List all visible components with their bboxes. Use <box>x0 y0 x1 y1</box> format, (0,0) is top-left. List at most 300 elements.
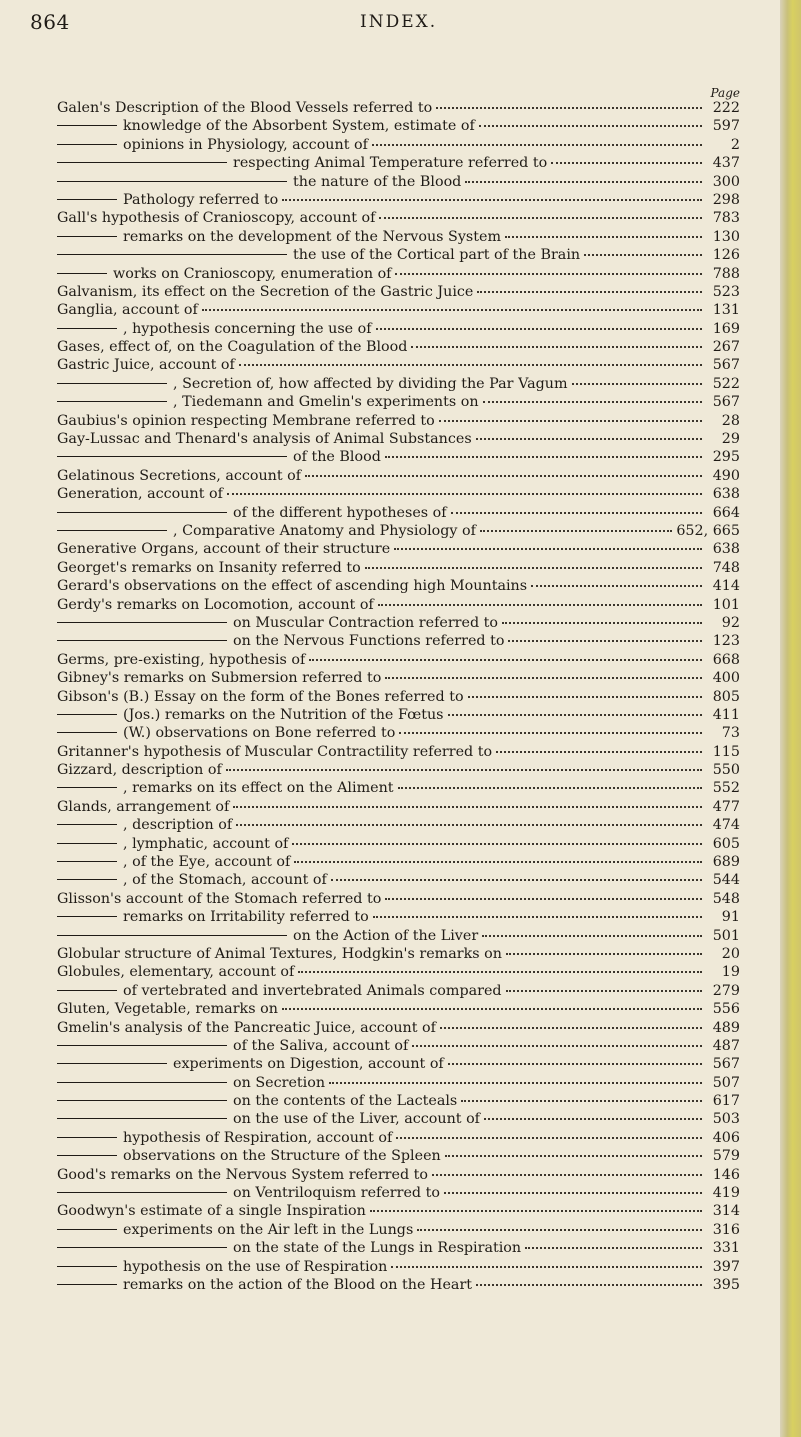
index-entry <box>57 669 740 687</box>
dot-leader <box>432 1174 702 1176</box>
dot-leader <box>305 475 702 477</box>
dot-leader <box>417 1229 702 1231</box>
page-header <box>30 10 750 38</box>
entry-page-number: 314 <box>712 1203 740 1220</box>
dot-leader <box>331 879 702 881</box>
entry-page-number: 638 <box>712 541 740 558</box>
entry-text: of the Saliva, account of <box>233 1037 409 1054</box>
dot-leader <box>468 696 702 698</box>
dot-leader <box>376 328 702 330</box>
dot-leader <box>445 1155 702 1157</box>
entry-page-number: 507 <box>712 1074 740 1091</box>
dot-leader <box>370 1210 702 1212</box>
entry-text: Gibson's (B.) Essay on the form of the Bones referred to <box>57 688 464 705</box>
dot-leader <box>502 622 702 624</box>
dot-leader <box>398 787 702 789</box>
dot-leader <box>444 1192 702 1194</box>
entry-page-number: 548 <box>712 890 740 907</box>
entry-page-number: 605 <box>712 835 740 852</box>
entry-text: , hypothesis concerning the use of <box>123 320 372 337</box>
entry-text: Gastric Juice, account of <box>57 357 235 374</box>
index-entry <box>57 265 740 283</box>
entry-page-number: 788 <box>712 265 740 282</box>
entry-text: Gelatinous Secretions, account of <box>57 467 302 484</box>
dot-leader <box>394 548 702 550</box>
index-entry <box>57 1184 740 1202</box>
entry-text: works on Cranioscopy, enumeration of <box>113 265 392 282</box>
dot-leader <box>233 806 702 808</box>
entry-text: (W.) observations on Bone referred to <box>123 725 396 742</box>
entry-page-number: 544 <box>712 872 740 889</box>
entry-text: Glisson's account of the Stomach referred to <box>57 890 382 907</box>
index-entry <box>57 154 740 172</box>
dot-leader <box>506 953 702 955</box>
index-entry <box>57 927 740 945</box>
index-entry <box>57 1166 740 1184</box>
entry-page-number: 652, 665 <box>676 522 740 539</box>
dot-leader <box>496 751 702 753</box>
dot-leader <box>329 1082 702 1084</box>
index-entry <box>57 191 740 209</box>
entry-text: Gall's hypothesis of Cranioscopy, account of <box>57 210 376 227</box>
index-entry <box>57 1000 740 1018</box>
entry-text: Gmelin's analysis of the Pancreatic Juice, account of <box>57 1019 436 1036</box>
entry-page-number: 130 <box>712 228 740 245</box>
entry-page-number: 19 <box>721 964 740 981</box>
index-entry <box>57 1239 740 1257</box>
ditto-dash <box>57 144 117 145</box>
entry-page-number: 300 <box>712 173 740 190</box>
dot-leader <box>385 677 702 679</box>
dot-leader <box>236 824 702 826</box>
entry-text: Ganglia, account of <box>57 302 198 319</box>
entry-text: Galvanism, its effect on the Secretion of the Gastric Juice <box>57 283 474 300</box>
index-entry <box>57 963 740 981</box>
entry-page-number: 419 <box>712 1185 740 1202</box>
entry-page-number: 29 <box>721 431 740 448</box>
entry-text: , of the Eye, account of <box>123 854 291 871</box>
ditto-dash <box>57 1045 227 1046</box>
ditto-dash <box>57 1082 227 1083</box>
index-entry <box>57 798 740 816</box>
book-binding-edge <box>780 0 801 1437</box>
entry-text: Globular structure of Animal Textures, Hodgkin's remarks on <box>57 945 502 962</box>
entry-text: the nature of the Blood <box>293 173 462 190</box>
index-entries <box>57 99 740 1294</box>
entry-page-number: 414 <box>712 578 740 595</box>
entry-text: Germs, pre-existing, hypothesis of <box>57 651 306 668</box>
dot-leader <box>505 236 702 238</box>
entry-page-number: 2 <box>730 136 740 153</box>
dot-leader <box>379 217 702 219</box>
entry-text: Generation, account of <box>57 486 223 503</box>
dot-leader <box>476 1284 702 1286</box>
index-entry <box>57 1037 740 1055</box>
dot-leader <box>395 273 702 275</box>
dot-leader <box>411 346 702 348</box>
entry-page-number: 397 <box>712 1258 740 1275</box>
entry-text: , Comparative Anatomy and Physiology of <box>173 522 476 539</box>
index-entry <box>57 228 740 246</box>
entry-text: , Secretion of, how affected by dividing the Par Vagum <box>173 375 568 392</box>
ditto-dash <box>57 1192 227 1193</box>
dot-leader <box>480 530 672 532</box>
index-entry <box>57 1202 740 1220</box>
entry-page-number: 92 <box>721 614 740 631</box>
dot-leader <box>309 659 702 661</box>
entry-page-number: 131 <box>712 302 740 319</box>
entry-text: Gay-Lussac and Thenard's analysis of Animal Substances <box>57 431 472 448</box>
entry-page-number: 638 <box>712 486 740 503</box>
ditto-dash <box>57 1247 227 1248</box>
entry-text: , Tiedemann and Gmelin's experiments on <box>173 394 479 411</box>
ditto-dash <box>57 1284 117 1285</box>
entry-page-number: 474 <box>712 817 740 834</box>
entry-page-number: 567 <box>712 1056 740 1073</box>
index-entry <box>57 117 740 135</box>
index-entry <box>57 1276 740 1294</box>
ditto-dash <box>57 512 227 513</box>
entry-page-number: 91 <box>721 909 740 926</box>
index-entry <box>57 209 740 227</box>
dot-leader <box>525 1247 702 1249</box>
entry-text: Gerdy's remarks on Locomotion, account of <box>57 596 374 613</box>
index-entry <box>57 412 740 430</box>
entry-page-number: 489 <box>712 1019 740 1036</box>
entry-text: respecting Animal Temperature referred to <box>233 155 548 172</box>
entry-page-number: 556 <box>712 1001 740 1018</box>
entry-page-number: 664 <box>712 504 740 521</box>
entry-text: the use of the Cortical part of the Brain <box>293 247 581 264</box>
entry-text: Gluten, Vegetable, remarks on <box>57 1001 278 1018</box>
entry-text: Gerard's observations on the effect of ascending high Mountains <box>57 578 528 595</box>
entry-text: , remarks on its effect on the Aliment <box>123 780 394 797</box>
entry-page-number: 689 <box>712 854 740 871</box>
dot-leader <box>226 769 702 771</box>
index-entry <box>57 338 740 356</box>
entry-text: hypothesis of Respiration, account of <box>123 1129 393 1146</box>
index-entry <box>57 1074 740 1092</box>
index-entry <box>57 1019 740 1037</box>
entry-page-number: 668 <box>712 651 740 668</box>
entry-page-number: 267 <box>712 339 740 356</box>
dot-leader <box>572 383 702 385</box>
entry-text: Gritanner's hypothesis of Muscular Contractility referred to <box>57 743 493 760</box>
entry-page-number: 579 <box>712 1148 740 1165</box>
entry-page-number: 503 <box>712 1111 740 1128</box>
dot-leader <box>483 401 702 403</box>
index-entry <box>57 982 740 1000</box>
entry-page-number: 279 <box>712 982 740 999</box>
entry-text: remarks on Irritability referred to <box>123 909 369 926</box>
entry-page-number: 295 <box>712 449 740 466</box>
dot-leader <box>202 309 702 311</box>
ditto-dash <box>57 714 117 715</box>
index-entry <box>57 835 740 853</box>
entry-text: , description of <box>123 817 233 834</box>
index-entry <box>57 283 740 301</box>
entry-text: experiments on Digestion, account of <box>173 1056 444 1073</box>
dot-leader <box>294 861 702 863</box>
dot-leader <box>396 1137 702 1139</box>
index-entry <box>57 430 740 448</box>
entry-text: knowledge of the Absorbent System, estimate of <box>123 118 475 135</box>
index-entry <box>57 485 740 503</box>
ditto-dash <box>57 879 117 880</box>
dot-leader <box>399 732 702 734</box>
dot-leader <box>479 125 702 127</box>
entry-page-number: 395 <box>712 1277 740 1293</box>
ditto-dash <box>57 732 117 733</box>
index-entry <box>57 651 740 669</box>
index-entry <box>57 614 740 632</box>
index-entry <box>57 816 740 834</box>
index-entry <box>57 632 740 650</box>
index-entry <box>57 1110 740 1128</box>
entry-text: opinions in Physiology, account of <box>123 136 368 153</box>
entry-text: Gases, effect of, on the Coagulation of the Blood <box>57 339 408 356</box>
index-entry <box>57 504 740 522</box>
dot-leader <box>477 291 702 293</box>
ditto-dash <box>57 456 287 457</box>
index-entry <box>57 559 740 577</box>
ditto-dash <box>57 622 227 623</box>
dot-leader <box>412 1045 702 1047</box>
entry-page-number: 146 <box>712 1166 740 1183</box>
page-number: 864 <box>30 10 70 34</box>
dot-leader <box>440 1027 702 1029</box>
entry-page-number: 487 <box>712 1037 740 1054</box>
entry-text: on Secretion <box>233 1074 326 1091</box>
entry-page-number: 501 <box>712 927 740 944</box>
dot-leader <box>484 1118 702 1120</box>
dot-leader <box>584 254 702 256</box>
dot-leader <box>292 843 702 845</box>
ditto-dash <box>57 401 167 402</box>
entry-text: observations on the Structure of the Spleen <box>123 1148 441 1165</box>
ditto-dash <box>57 990 117 991</box>
index-entry <box>57 136 740 154</box>
ditto-dash <box>57 273 107 274</box>
entry-page-number: 550 <box>712 762 740 779</box>
dot-leader <box>365 567 702 569</box>
entry-text: on Muscular Contraction referred to <box>233 614 499 631</box>
entry-text: Glands, arrangement of <box>57 798 230 815</box>
entry-page-number: 552 <box>712 780 740 797</box>
entry-page-number: 316 <box>712 1221 740 1238</box>
entry-page-number: 567 <box>712 357 740 374</box>
entry-page-number: 617 <box>712 1093 740 1110</box>
index-entry <box>57 246 740 264</box>
ditto-dash <box>57 530 167 531</box>
entry-page-number: 411 <box>712 706 740 723</box>
dot-leader <box>282 1008 702 1010</box>
entry-text: on the Action of the Liver <box>293 927 479 944</box>
ditto-dash <box>57 1063 167 1064</box>
entry-page-number: 28 <box>721 412 740 429</box>
index-entry <box>57 448 740 466</box>
entry-page-number: 298 <box>712 191 740 208</box>
entry-page-number: 783 <box>712 210 740 227</box>
entry-page-number: 522 <box>712 375 740 392</box>
entry-text: remarks on the development of the Nervous System <box>123 228 502 245</box>
dot-leader <box>282 199 702 201</box>
index-entry <box>57 467 740 485</box>
entry-page-number: 123 <box>712 633 740 650</box>
index-entry <box>57 945 740 963</box>
entry-page-number: 597 <box>712 118 740 135</box>
index-entry <box>57 1055 740 1073</box>
index-entry <box>57 1221 740 1239</box>
entry-page-number: 477 <box>712 798 740 815</box>
index-entry <box>57 540 740 558</box>
ditto-dash <box>57 935 287 936</box>
index-entry <box>57 706 740 724</box>
index-entry <box>57 761 740 779</box>
entry-page-number: 169 <box>712 320 740 337</box>
ditto-dash <box>57 162 227 163</box>
ditto-dash <box>57 843 117 844</box>
index-entry <box>57 779 740 797</box>
ditto-dash <box>57 199 117 200</box>
index-entry <box>57 173 740 191</box>
dot-leader <box>239 364 702 366</box>
ditto-dash <box>57 1266 117 1267</box>
entry-text: Galen's Description of the Blood Vessels referred to <box>57 100 433 116</box>
entry-page-number: 437 <box>712 155 740 172</box>
entry-page-number: 331 <box>712 1240 740 1257</box>
dot-leader <box>448 714 702 716</box>
entry-text: Gibney's remarks on Submersion referred to <box>57 670 382 687</box>
index-entry <box>57 853 740 871</box>
entry-page-number: 115 <box>712 743 740 760</box>
entry-page-number: 101 <box>712 596 740 613</box>
dot-leader <box>385 456 702 458</box>
index-entry <box>57 1129 740 1147</box>
ditto-dash <box>57 640 227 641</box>
ditto-dash <box>57 916 117 917</box>
entry-text: on Ventriloquism referred to <box>233 1185 440 1202</box>
entry-page-number: 490 <box>712 467 740 484</box>
ditto-dash <box>57 125 117 126</box>
index-entry <box>57 356 740 374</box>
entry-text: experiments on the Air left in the Lungs <box>123 1221 414 1238</box>
dot-leader <box>391 1266 702 1268</box>
entry-page-number: 126 <box>712 247 740 264</box>
entry-text: on the contents of the Lacteals <box>233 1093 458 1110</box>
entry-text: of vertebrated and invertebrated Animals compared <box>123 982 502 999</box>
index-entry <box>57 871 740 889</box>
entry-text: , lymphatic, account of <box>123 835 289 852</box>
dot-leader <box>482 935 702 937</box>
ditto-dash <box>57 236 117 237</box>
entry-text: (Jos.) remarks on the Nutrition of the Fœtus <box>123 706 444 723</box>
dot-leader <box>476 438 702 440</box>
index-entry <box>57 301 740 319</box>
index-entry <box>57 743 740 761</box>
page-column-label: Page <box>710 86 740 100</box>
entry-text: on the state of the Lungs in Respiration <box>233 1240 522 1257</box>
entry-text: Gizzard, description of <box>57 762 222 779</box>
index-entry <box>57 99 740 117</box>
entry-page-number: 406 <box>712 1129 740 1146</box>
index-entry <box>57 1092 740 1110</box>
dot-leader <box>448 1063 702 1065</box>
entry-text: Globules, elementary, account of <box>57 964 295 981</box>
entry-text: hypothesis on the use of Respiration <box>123 1258 388 1275</box>
dot-leader <box>298 971 702 973</box>
index-entry <box>57 596 740 614</box>
index-entry <box>57 908 740 926</box>
ditto-dash <box>57 1118 227 1119</box>
entry-page-number: 400 <box>712 670 740 687</box>
index-entry <box>57 522 740 540</box>
index-entry <box>57 1258 740 1276</box>
dot-leader <box>378 604 702 606</box>
ditto-dash <box>57 1155 117 1156</box>
index-entry <box>57 375 740 393</box>
entry-text: Gaubius's opinion respecting Membrane referred to <box>57 412 435 429</box>
entry-text: , of the Stomach, account of <box>123 872 327 889</box>
index-entry <box>57 393 740 411</box>
running-head: INDEX. <box>360 12 438 32</box>
ditto-dash <box>57 861 117 862</box>
entry-page-number: 20 <box>721 945 740 962</box>
entry-text: of the different hypotheses of <box>233 504 447 521</box>
entry-page-number: 73 <box>721 725 740 742</box>
dot-leader <box>451 512 702 514</box>
ditto-dash <box>57 1229 117 1230</box>
entry-text: on the Nervous Functions referred to <box>233 633 505 650</box>
entry-text: Georget's remarks on Insanity referred to <box>57 559 361 576</box>
entry-page-number: 567 <box>712 394 740 411</box>
index-entry <box>57 688 740 706</box>
entry-text: Goodwyn's estimate of a single Inspiration <box>57 1203 366 1220</box>
dot-leader <box>436 107 702 109</box>
entry-text: Generative Organs, account of their structure <box>57 541 391 558</box>
ditto-dash <box>57 824 117 825</box>
entry-text: of the Blood <box>293 449 381 466</box>
entry-text: Pathology referred to <box>123 191 279 208</box>
entry-page-number: 523 <box>712 283 740 300</box>
ditto-dash <box>57 383 167 384</box>
dot-leader <box>439 420 702 422</box>
dot-leader <box>461 1100 702 1102</box>
dot-leader <box>465 181 702 183</box>
entry-text: on the use of the Liver, account of <box>233 1111 480 1128</box>
dot-leader <box>551 162 702 164</box>
index-entry <box>57 320 740 338</box>
index-entry <box>57 577 740 595</box>
entry-page-number: 222 <box>712 100 740 116</box>
index-entry <box>57 724 740 742</box>
entry-page-number: 748 <box>712 559 740 576</box>
dot-leader <box>531 585 702 587</box>
dot-leader <box>506 990 702 992</box>
index-entry <box>57 1147 740 1165</box>
ditto-dash <box>57 787 117 788</box>
entry-page-number: 805 <box>712 688 740 705</box>
dot-leader <box>385 898 702 900</box>
dot-leader <box>227 493 702 495</box>
ditto-dash <box>57 1137 117 1138</box>
ditto-dash <box>57 254 287 255</box>
dot-leader <box>508 640 702 642</box>
index-entry <box>57 890 740 908</box>
ditto-dash <box>57 1100 227 1101</box>
dot-leader <box>373 916 702 918</box>
ditto-dash <box>57 181 287 182</box>
